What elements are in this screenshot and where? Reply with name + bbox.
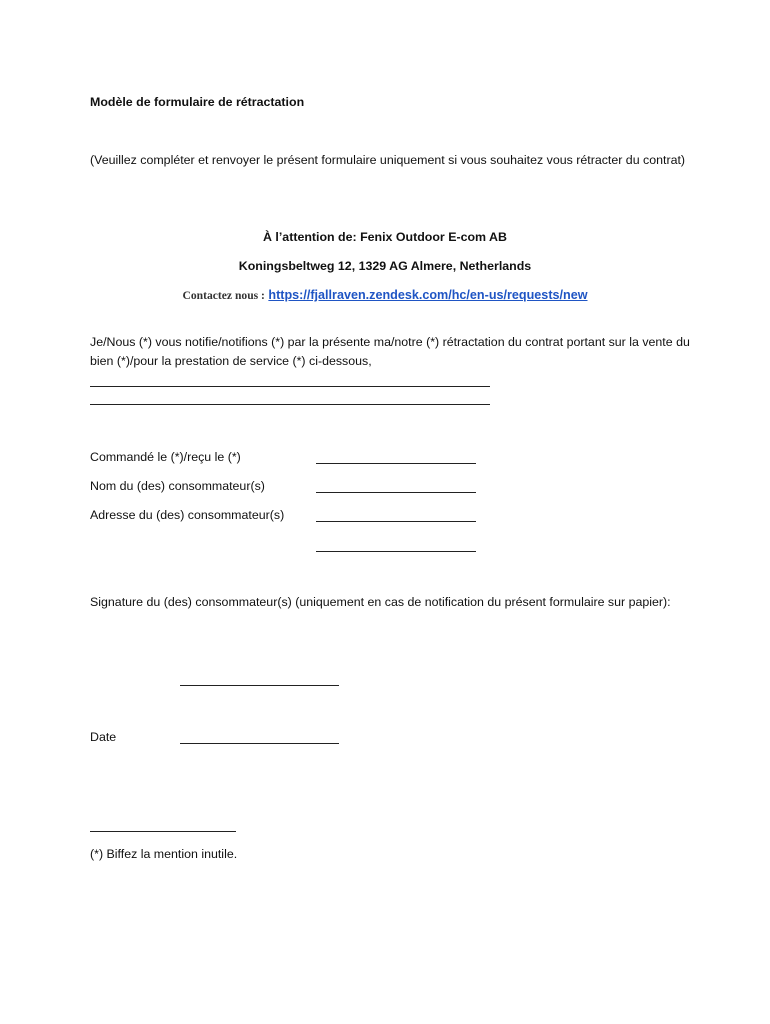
consumer-name-field[interactable] bbox=[316, 492, 476, 493]
recipient-address: Koningsbeltweg 12, 1329 AG Almere, Netherlands bbox=[238, 259, 532, 273]
signature-text: Signature du (des) consommateur(s) (uniquement en cas de notification du présent formulaire sur papier): bbox=[90, 595, 671, 609]
contact-line bbox=[0, 286, 770, 305]
footnote-text: (*) Biffez la mention inutile. bbox=[90, 847, 238, 861]
date-label: Date bbox=[90, 730, 117, 744]
consumer-address-field-1[interactable] bbox=[316, 521, 476, 522]
description-line-1[interactable] bbox=[90, 386, 490, 387]
contact-label: Contactez nous : bbox=[182, 289, 265, 302]
instruction-text: (Veuillez compléter et renvoyer le présent formulaire uniquement si vous souhaitez vous rétracter du contrat) bbox=[90, 153, 686, 167]
consumer-name-label: Nom du (des) consommateur(s) bbox=[90, 479, 265, 493]
consumer-address-label: Adresse du (des) consommateur(s) bbox=[90, 508, 285, 522]
footnote-separator bbox=[90, 831, 236, 832]
consumer-address-field-2[interactable] bbox=[316, 551, 476, 552]
ordered-date-label: Commandé le (*)/reçu le (*) bbox=[90, 450, 241, 464]
notification-text: Je/Nous (*) vous notifie/notifions (*) par la présente ma/notre (*) rétractation du contrat portant sur la vente du bien (*)/pour la prestation de service (*) ci-dessous, bbox=[90, 335, 690, 368]
description-line-2[interactable] bbox=[90, 404, 490, 405]
contact-link[interactable]: https://fjallraven.zendesk.com/hc/en-us/requests/new bbox=[268, 288, 588, 302]
ordered-date-field[interactable] bbox=[316, 463, 476, 464]
date-field[interactable] bbox=[180, 743, 339, 744]
form-title: Modèle de formulaire de rétractation bbox=[90, 95, 305, 109]
signature-field[interactable] bbox=[180, 685, 339, 686]
recipient-attention: À l’attention de: Fenix Outdoor E-com AB bbox=[263, 230, 507, 244]
